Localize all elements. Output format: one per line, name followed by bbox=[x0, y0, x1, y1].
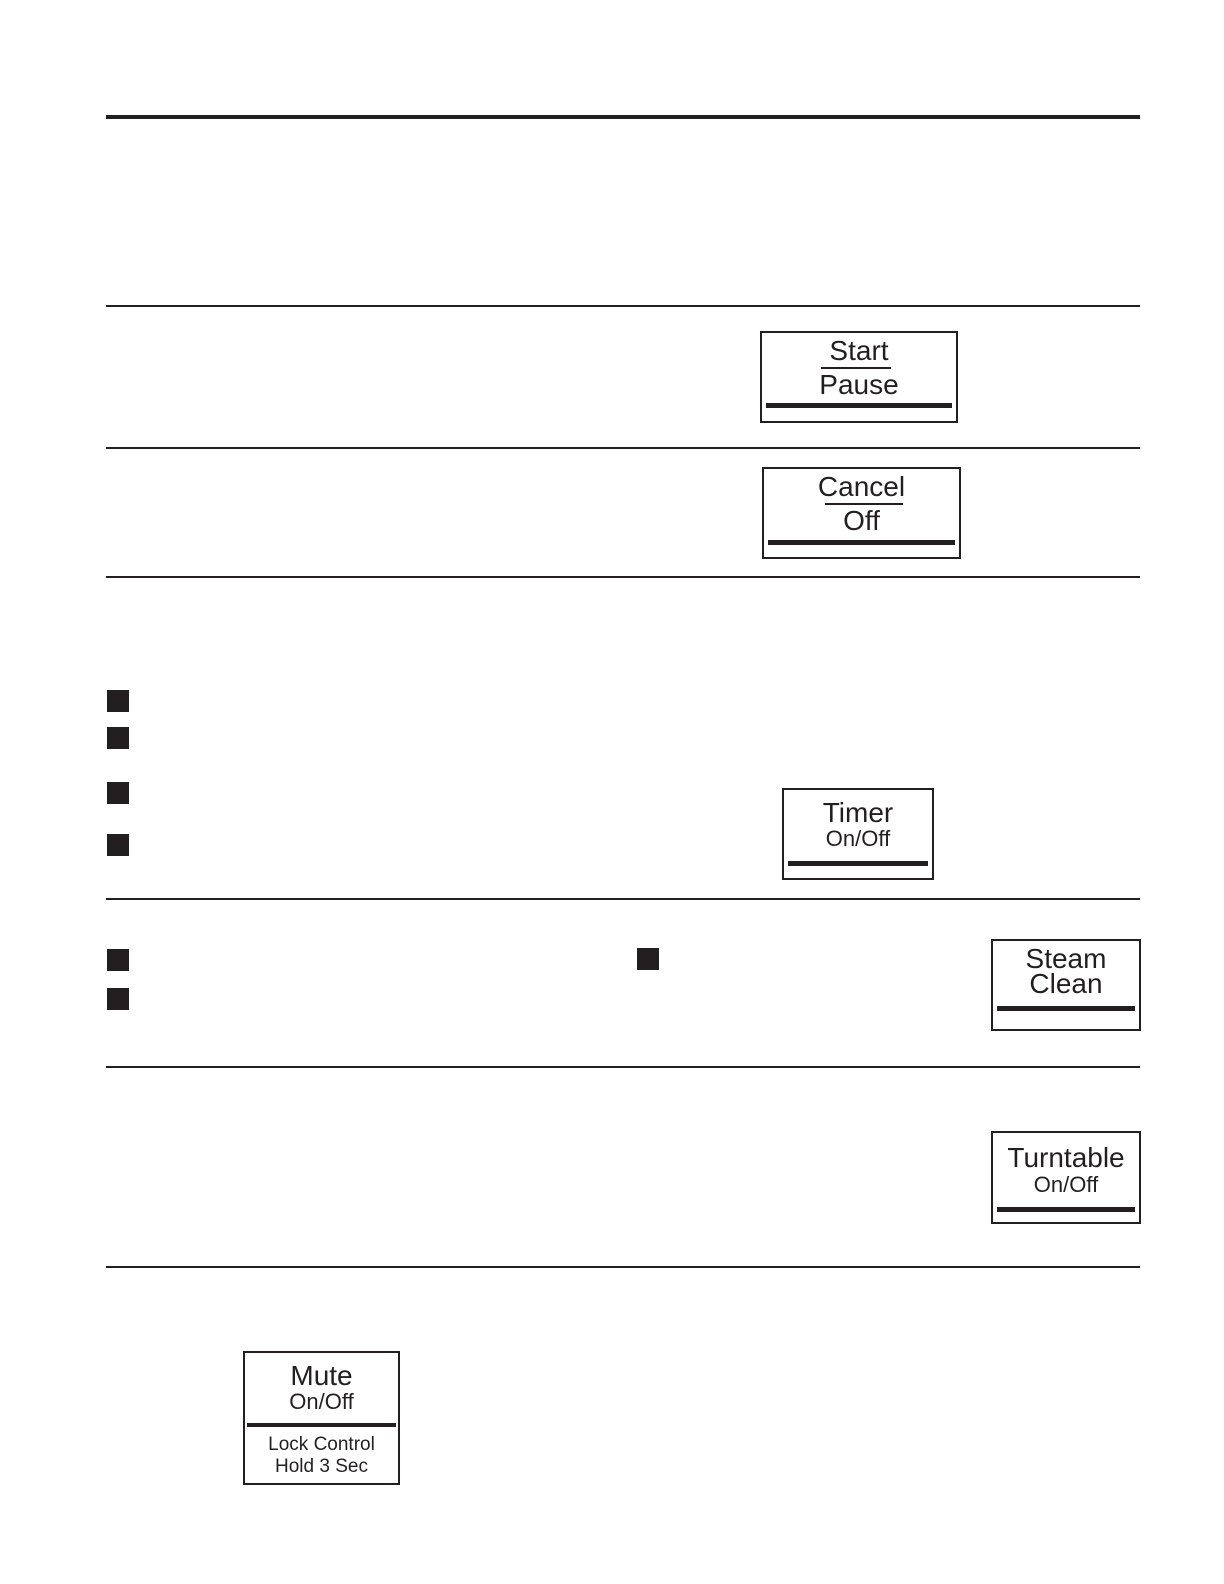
key-bar bbox=[788, 861, 928, 866]
turntable-key bbox=[991, 1131, 1141, 1224]
timer-key bbox=[782, 788, 934, 880]
step-bullet-1 bbox=[107, 690, 129, 712]
key-bar bbox=[997, 1207, 1135, 1212]
step-bullet-2 bbox=[107, 727, 129, 749]
off-label: Off bbox=[843, 505, 880, 536]
hold-3-sec-label: Hold 3 Sec bbox=[275, 1456, 368, 1477]
key-bar bbox=[766, 403, 952, 408]
start-pause-key bbox=[760, 331, 958, 423]
step-bullet-3 bbox=[107, 782, 129, 804]
turntable-label: Turntable bbox=[1007, 1142, 1125, 1173]
key-bar bbox=[247, 1423, 396, 1427]
section-divider-5 bbox=[106, 1066, 1140, 1068]
mute-label: Mute bbox=[290, 1360, 353, 1391]
steam-clean-key bbox=[991, 939, 1141, 1031]
section-divider-4 bbox=[106, 898, 1140, 900]
top-rule bbox=[106, 115, 1140, 119]
mute-key bbox=[243, 1351, 400, 1485]
section-divider-2 bbox=[106, 447, 1140, 449]
cancel-off-key bbox=[762, 467, 961, 559]
clean-label: Clean bbox=[1029, 968, 1103, 999]
mute-on-off-label: On/Off bbox=[289, 1389, 354, 1414]
lock-control-label: Lock Control bbox=[268, 1434, 375, 1455]
cancel-label: Cancel bbox=[817, 471, 906, 502]
section-divider-1 bbox=[106, 305, 1140, 307]
key-bar bbox=[768, 540, 955, 545]
pause-label: Pause bbox=[819, 369, 899, 400]
timer-label: Timer bbox=[822, 797, 894, 828]
step-bullet-7 bbox=[637, 948, 659, 970]
turntable-on-off-label: On/Off bbox=[1033, 1172, 1099, 1197]
section-divider-6 bbox=[106, 1266, 1140, 1268]
step-bullet-6 bbox=[107, 988, 129, 1010]
timer-on-off-label: On/Off bbox=[825, 826, 891, 851]
start-label: Start bbox=[829, 335, 889, 366]
steam-label: Steam bbox=[1025, 943, 1107, 974]
step-bullet-4 bbox=[107, 834, 129, 856]
key-bar bbox=[997, 1006, 1135, 1011]
step-bullet-5 bbox=[107, 949, 129, 971]
section-divider-3 bbox=[106, 576, 1140, 578]
